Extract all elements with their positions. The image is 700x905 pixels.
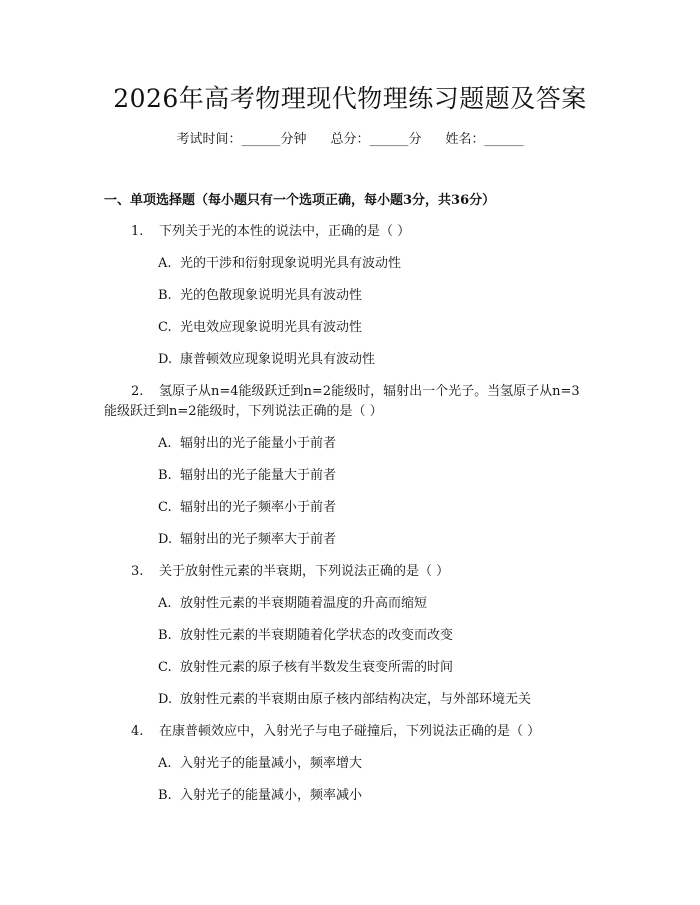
exam-total-score: 总分：______分: [330, 132, 422, 147]
question-1-option-a: A. 光的干涉和衍射现象说明光具有波动性: [158, 256, 402, 271]
exam-student-name: 姓名：______: [445, 132, 524, 147]
question-3-option-c: C. 放射性元素的原子核有半数发生衰变所需的时间: [158, 660, 454, 675]
question-1-option-c: C. 光电效应现象说明光具有波动性: [158, 320, 363, 335]
question-text: 下列关于光的本性的说法中，正确的是（ ）: [159, 224, 411, 239]
question-4-option-a: A. 入射光子的能量减小，频率增大: [158, 756, 363, 771]
question-3-option-d: D. 放射性元素的半衰期由原子核内部结构决定，与外部环境无关: [158, 692, 532, 707]
question-2-option-a: A. 辐射出的光子能量小于前者: [158, 436, 337, 451]
question-4: [131, 723, 540, 741]
question-2: [131, 383, 580, 401]
question-3: [131, 563, 449, 581]
question-3-option-b: B. 放射性元素的半衰期随着化学状态的改变而改变: [158, 628, 454, 643]
question-1-option-b: B. 光的色散现象说明光具有波动性: [158, 288, 363, 303]
question-text: 在康普顿效应中，入射光子与电子碰撞后，下列说法正确的是（ ）: [159, 724, 541, 739]
section-heading: 一、单项选择题（每小题只有一个选项正确，每小题3分，共36分）: [104, 193, 496, 208]
page-title: 2026年高考物理现代物理练习题题及答案: [113, 84, 587, 113]
question-1-option-d: D. 康普顿效应现象说明光具有波动性: [158, 352, 376, 367]
question-2-text-continued: 能级跃迁到n=2能级时，下列说法正确的是（ ）: [104, 404, 383, 419]
question-text: 氢原子从n=4能级跃迁到n=2能级时，辐射出一个光子。当氢原子从n=3: [159, 384, 580, 399]
question-number: 2.: [131, 384, 144, 399]
question-2-option-d: D. 辐射出的光子频率大于前者: [158, 532, 337, 547]
question-2-option-c: C. 辐射出的光子频率小于前者: [158, 500, 337, 515]
question-4-option-b: B. 入射光子的能量减小，频率减小: [158, 788, 363, 803]
question-3-option-a: A. 放射性元素的半衰期随着温度的升高而缩短: [158, 596, 428, 611]
exam-meta: [0, 130, 700, 150]
question-number: 3.: [131, 564, 144, 579]
question-number: 1.: [131, 224, 144, 239]
question-text: 关于放射性元素的半衰期，下列说法正确的是（ ）: [159, 564, 450, 579]
question-2-option-b: B. 辐射出的光子能量大于前者: [158, 468, 337, 483]
question-1: [131, 223, 410, 241]
exam-time: 考试时间：______分钟: [176, 132, 307, 147]
question-number: 4.: [131, 724, 144, 739]
